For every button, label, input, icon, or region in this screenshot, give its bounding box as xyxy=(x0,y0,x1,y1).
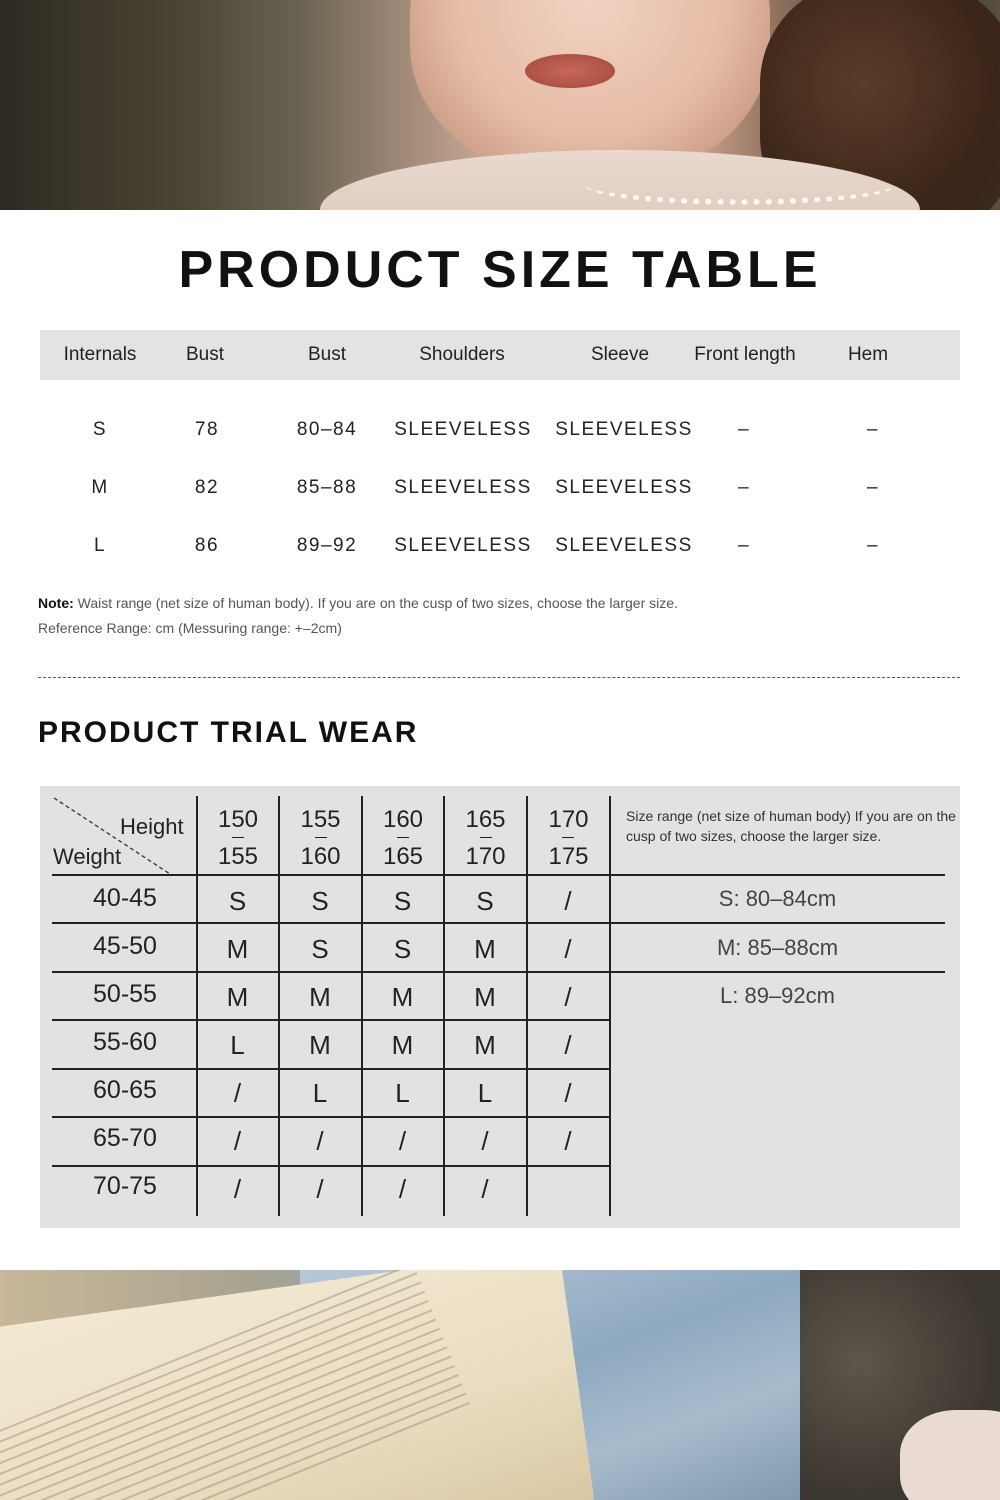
height-from: 155 xyxy=(300,806,341,833)
height-from: 170 xyxy=(548,806,589,833)
size-cell: M xyxy=(91,477,109,498)
bottom-model-photo xyxy=(0,1270,1000,1500)
size-cell: S xyxy=(393,934,412,964)
model-lips xyxy=(525,54,615,88)
grid-line xyxy=(52,922,945,924)
page-title: PRODUCT SIZE TABLE xyxy=(178,241,822,299)
size-cell: L xyxy=(93,535,107,556)
size-cell: M xyxy=(309,982,331,1012)
height-from: 150 xyxy=(217,806,259,833)
grid-line xyxy=(52,874,945,876)
size-cell: SLEEVELESS xyxy=(555,419,693,440)
size-cell: – xyxy=(866,477,880,498)
height-to: 175 xyxy=(548,843,589,870)
size-cell: – xyxy=(866,535,880,556)
size-cell: 89–92 xyxy=(296,535,358,556)
size-cell: M xyxy=(474,1030,496,1060)
header-hem: Hem xyxy=(847,344,889,365)
size-cell: S xyxy=(311,934,329,964)
header-sleeve: Sleeve xyxy=(590,344,650,365)
height-to: 160 xyxy=(300,843,341,870)
size-cell: SLEEVELESS xyxy=(555,477,693,498)
size-cell: L xyxy=(230,1030,245,1060)
size-cell: – xyxy=(866,419,880,440)
size-cell: / xyxy=(564,982,572,1012)
size-table-header xyxy=(40,330,960,380)
size-cell: – xyxy=(737,419,751,440)
size-range-note: Size range (net size of human body) If you are on the cusp of two sizes, choose the larger size. xyxy=(626,808,956,844)
height-from: 160 xyxy=(382,806,424,833)
weight-row-label: 55-60 xyxy=(93,1028,157,1056)
size-cell: L xyxy=(477,1078,493,1108)
size-cell: M xyxy=(226,982,249,1012)
size-cell: S xyxy=(228,886,247,916)
size-cell: SLEEVELESS xyxy=(394,535,532,556)
size-cell: / xyxy=(481,1126,489,1156)
size-cell: / xyxy=(564,1126,572,1156)
size-range-m: M: 85–88cm xyxy=(716,935,839,960)
trial-section-title: PRODUCT TRIAL WEAR xyxy=(38,716,419,749)
header-shoulders: Shoulders xyxy=(419,344,505,365)
size-cell: / xyxy=(233,1174,242,1204)
height-dash xyxy=(480,837,492,838)
header-front-length: Front length xyxy=(694,344,796,365)
height-from: 165 xyxy=(465,806,506,833)
size-cell: / xyxy=(564,934,572,964)
size-cell: / xyxy=(316,1126,324,1156)
open-book xyxy=(0,1270,595,1500)
height-dash xyxy=(562,837,574,838)
height-to: 170 xyxy=(465,843,506,870)
size-cell: M xyxy=(309,1030,331,1060)
size-cell: L xyxy=(312,1078,328,1108)
size-cell: / xyxy=(481,1174,489,1204)
model-sleeve xyxy=(900,1410,1000,1500)
reference-range: Reference Range: cm (Messuring range: +–2cm) xyxy=(38,620,342,636)
height-to: 165 xyxy=(382,843,424,870)
note-label: Note: xyxy=(38,595,74,611)
section-divider xyxy=(38,677,960,678)
trial-wear-table xyxy=(40,786,960,1228)
size-cell: / xyxy=(398,1174,407,1204)
size-cell: / xyxy=(564,1030,572,1060)
size-cell: M xyxy=(391,982,414,1012)
height-axis-label: Height xyxy=(120,814,184,839)
size-cell: SLEEVELESS xyxy=(394,419,532,440)
height-dash xyxy=(232,837,244,838)
size-cell: L xyxy=(395,1078,410,1108)
header-bust-range: Bust xyxy=(307,344,347,365)
header-internals: Internals xyxy=(63,344,137,365)
size-cell: M xyxy=(474,934,496,964)
size-cell: 80–84 xyxy=(296,419,358,440)
size-cell: 82 xyxy=(194,477,220,498)
size-cell: S xyxy=(393,886,412,916)
weight-row-label: 60-65 xyxy=(93,1076,157,1104)
size-cell: S xyxy=(311,886,329,916)
weight-axis-label: Weight xyxy=(53,844,122,869)
size-cell: 86 xyxy=(194,535,220,556)
size-cell: M xyxy=(474,982,496,1012)
weight-row-label: 70-75 xyxy=(93,1172,157,1200)
size-cell: / xyxy=(398,1126,407,1156)
size-cell: SLEEVELESS xyxy=(555,535,693,556)
grid-line xyxy=(52,1165,610,1167)
size-cell: S xyxy=(92,419,108,440)
size-cell: / xyxy=(316,1174,324,1204)
book-text-lines xyxy=(0,1270,473,1500)
weight-row-label: 40-45 xyxy=(93,884,157,912)
size-cell: 85–88 xyxy=(296,477,358,498)
size-cell: / xyxy=(564,1078,572,1108)
size-cell: – xyxy=(737,477,751,498)
weight-row-label: 50-55 xyxy=(93,980,157,1008)
grid-line xyxy=(52,1116,610,1118)
weight-row-label: 45-50 xyxy=(93,932,157,960)
note-text xyxy=(38,595,678,611)
size-cell: / xyxy=(233,1078,242,1108)
size-range-l: L: 89–92cm xyxy=(720,983,835,1008)
size-cell: M xyxy=(226,934,249,964)
header-bust: Bust xyxy=(185,344,225,365)
size-cell: / xyxy=(233,1126,242,1156)
size-cell: M xyxy=(391,1030,414,1060)
size-range-s: S: 80–84cm xyxy=(718,886,837,911)
height-dash xyxy=(315,837,327,838)
height-to: 155 xyxy=(217,843,259,870)
weight-row-label: 65-70 xyxy=(93,1124,157,1152)
pearl-necklace xyxy=(585,165,895,205)
grid-line xyxy=(52,1068,610,1070)
top-model-photo xyxy=(0,0,1000,210)
size-cell: 78 xyxy=(194,419,220,440)
size-cell: – xyxy=(737,535,751,556)
grid-line xyxy=(52,971,945,973)
size-cell: S xyxy=(476,886,494,916)
size-cell: SLEEVELESS xyxy=(394,477,532,498)
note-body: Waist range (net size of human body). If you are on the cusp of two sizes, choose the larger size. xyxy=(73,595,678,611)
height-dash xyxy=(397,837,409,838)
grid-line xyxy=(52,1019,610,1021)
size-cell: / xyxy=(564,886,572,916)
